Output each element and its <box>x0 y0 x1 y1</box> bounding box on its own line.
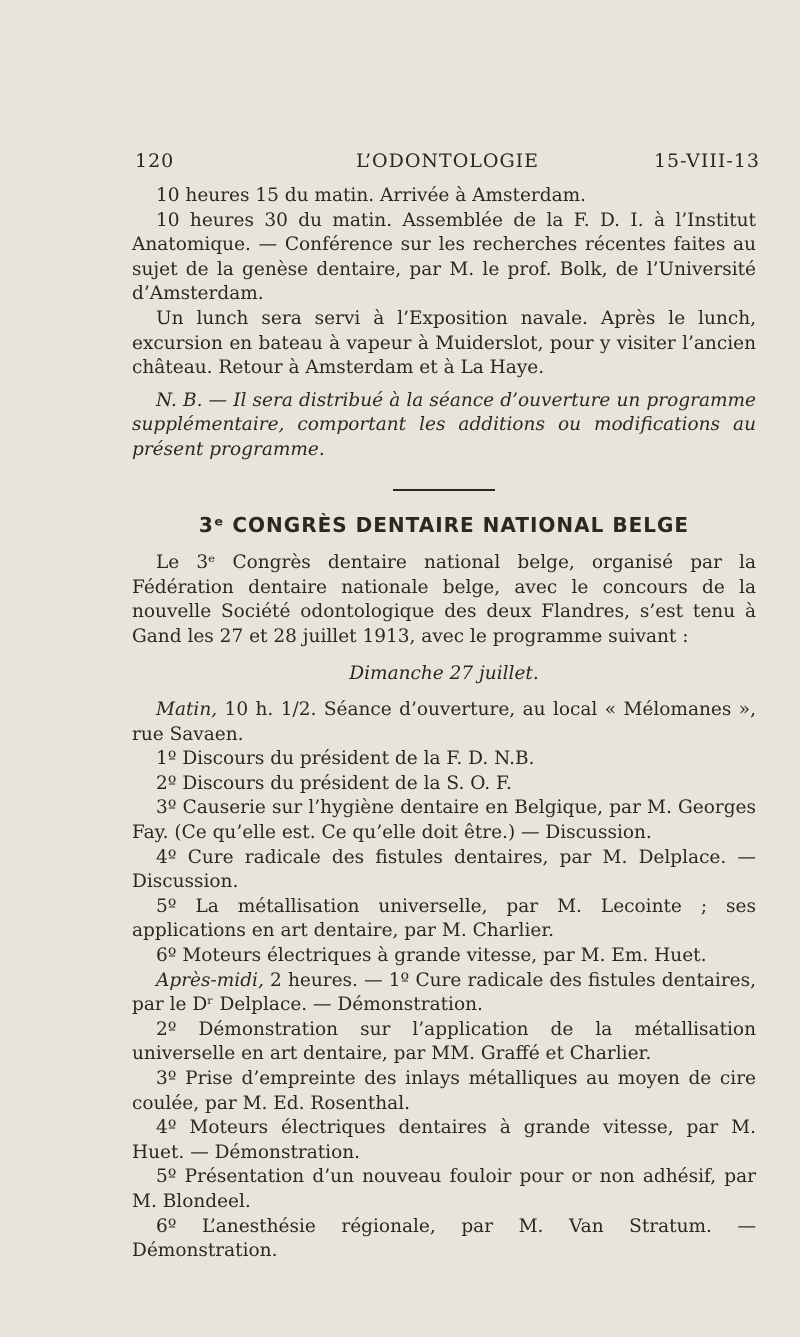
note-lead: N. B. <box>156 389 203 411</box>
issue-date: 15-VIII-13 <box>653 150 760 172</box>
page-number: 120 <box>135 150 175 172</box>
journal-title: L’ODONTOLOGIE <box>355 150 540 172</box>
day-subheading: Dimanche 27 juillet. <box>349 662 539 684</box>
page-body <box>132 184 756 1264</box>
session-lead: Matin, <box>156 699 218 721</box>
schedule-item <box>132 969 756 1018</box>
session-text: 10 h. 1/2. Séance d’ouverture, au local « Mélomanes », rue Savaen. <box>132 699 756 745</box>
paragraph: 10 heures 30 du matin. Assemblée de la F. D. I. à l’Institut Anatomique. — Conférence sur les recherches récentes faites au sujet de la genèse dentaire, par M. le prof. Bolk, de l’Université d’Amsterdam. <box>132 209 756 305</box>
running-header <box>135 150 760 178</box>
paragraph: Le 3ᵉ Congrès dentaire national belge, organisé par la Fédération dentaire nationale belge, avec le concours de la nouvelle Société odontologique des deux Flandres, s’est tenu à Gand les 27 et 28 juillet 1913, avec le programme suivant : <box>132 552 756 647</box>
section-heading: 3ᵉ CONGRÈS DENTAIRE NATIONAL BELGE <box>198 512 690 537</box>
schedule-item: 5º Présentation d’un nouveau fouloir pour or non adhésif, par M. Blondeel. <box>132 1166 756 1212</box>
schedule-item: 5º La métallisation universelle, par M. Lecointe ; ses applications en art dentaire, par M. Charlier. <box>132 895 756 942</box>
schedule-item: 2º Démonstration sur l’application de la métallisation universelle en art dentaire, par MM. Graffé et Charlier. <box>132 1018 756 1065</box>
schedule-item: 4º Moteurs électriques dentaires à grande vitesse, par M. Huet. — Démonstration. <box>132 1117 756 1163</box>
paragraph: Un lunch sera servi à l’Exposition navale. Après le lunch, excursion en bateau à vapeur à Muiderslot, pour y visiter l’ancien château. Retour à Amsterdam et à La Haye. <box>132 307 756 379</box>
session-lead: Après-midi, <box>156 969 264 991</box>
section-divider <box>393 489 495 491</box>
schedule-item: 6º L’anesthésie régionale, par M. Van Stratum. — Démonstration. <box>132 1215 756 1262</box>
schedule-item: 2º Discours du président de la S. O. F. <box>156 772 512 794</box>
session-text: 2 heures. — 1º Cure radicale des fistules dentaires, par le Dʳ Delplace. — Démonstration. <box>132 969 756 1016</box>
schedule-item: 3º Causerie sur l’hygiène dentaire en Belgique, par M. Georges Fay. (Ce qu’elle est. Ce qu’elle doit être.) — Discussion. <box>132 797 756 844</box>
note-text: — Il sera distribué à la séance d’ouverture un programme supplémentaire, comportant les additions ou modifications au présent programme. <box>132 389 757 460</box>
schedule-item: 4º Cure radicale des fistules dentaires, par M. Delplace. — Discussion. <box>132 846 756 893</box>
note-paragraph <box>132 389 756 463</box>
schedule-item: 6º Moteurs électriques à grande vitesse, par M. Em. Huet. <box>156 945 707 967</box>
schedule-item: 3º Prise d’empreinte des inlays métalliques au moyen de cire coulée, par M. Ed. Rosenthal. <box>132 1068 756 1114</box>
schedule-item <box>132 698 756 747</box>
paragraph: 10 heures 15 du matin. Arrivée à Amsterdam. <box>156 185 587 206</box>
schedule-item: 1º Discours du président de la F. D. N.B. <box>156 748 535 770</box>
